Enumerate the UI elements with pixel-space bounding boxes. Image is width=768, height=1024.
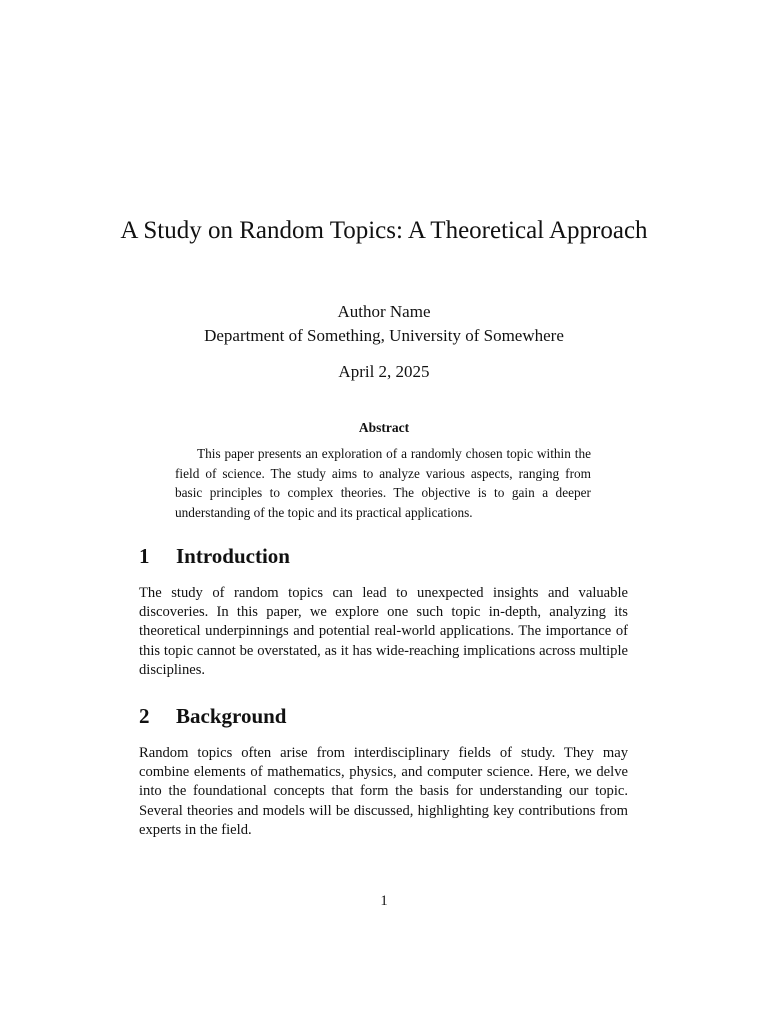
- section-paragraph-background: Random topics often arise from interdisciplinary fields of study. They may combine elements of mathematics, physics, and computer science. Here, we delve into the foundational concepts that form the basis for understanding our topic. Several theories and models will be discussed, highlighting key contributions from experts in the field.: [139, 745, 628, 838]
- page-number: 1: [380, 893, 388, 909]
- paper-title: A Study on Random Topics: A Theoretical Approach: [120, 217, 648, 244]
- paper-date: April 2, 2025: [338, 362, 430, 381]
- section-paragraph-introduction: The study of random topics can lead to unexpected insights and valuable discoveries. In this paper, we explore one such topic in-depth, analyzing its theoretical underpinnings and potential real-world applications. The importance of this topic cannot be overstated, as it has wide-reaching implications across multiple disciplines.: [139, 585, 628, 678]
- section-heading-introduction: [139, 544, 629, 569]
- section-number: 2: [139, 704, 150, 728]
- author-affiliation: Department of Something, University of Somewhere: [204, 326, 564, 345]
- section-title: Introduction: [176, 544, 290, 568]
- author-block: [120, 300, 648, 348]
- section-heading-background: [139, 704, 629, 729]
- abstract-text: This paper presents an exploration of a randomly chosen topic within the field of science. The study aims to analyze various aspects, ranging from basic principles to complex theories. The objective is to gain a deeper understanding of the topic and its practical applications.: [175, 446, 591, 520]
- author-name: Author Name: [337, 302, 431, 321]
- section-number: 1: [139, 544, 150, 568]
- section-title: Background: [176, 704, 287, 728]
- abstract-heading: Abstract: [358, 420, 410, 435]
